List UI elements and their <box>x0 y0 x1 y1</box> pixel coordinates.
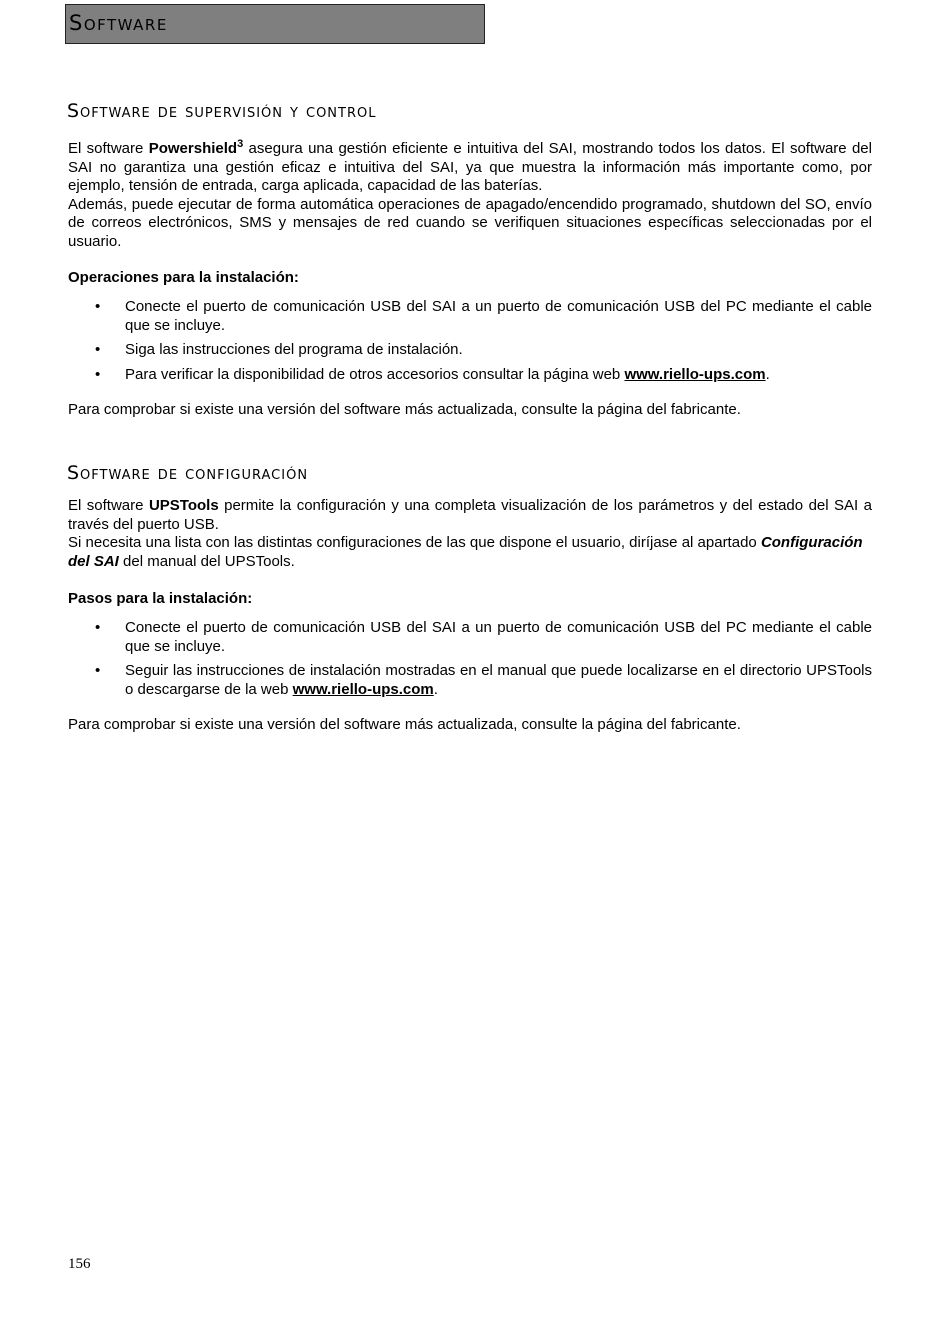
product-name-upstools: UPSTools <box>148 497 219 514</box>
footnote-marker: 3 <box>237 138 244 150</box>
section2-paragraph-1: El software UPSTools permite la configuración y una completa visualización de los parámetros y del estado del SAI a través del puerto USB. <box>68 497 872 533</box>
bullet-icon: • <box>95 662 101 679</box>
bullet-icon: • <box>95 619 101 636</box>
list-item: • Conecte el puerto de comunicación USB del SAI a un puerto de comunicación USB del PC mediante el cable que se incluye. <box>95 619 872 655</box>
operations-heading: Operaciones para la instalación: <box>68 269 299 286</box>
list-item: • Conecte el puerto de comunicación USB del SAI a un puerto de comunicación USB del PC mediante el cable que se incluye. <box>95 298 872 334</box>
section-title-supervision: Software de supervisión y control <box>67 100 377 122</box>
product-name-powershield: Powershield <box>148 140 238 157</box>
section2-intro <box>68 497 872 571</box>
bullet-icon: • <box>95 298 101 315</box>
section1-intro <box>68 135 872 251</box>
bullet-icon: • <box>95 365 101 383</box>
section-title-configuracion: Software de configuración <box>67 462 309 484</box>
section2-paragraph-2: Si necesita una lista con las distintas configuraciones de las que dispone el usuario, diríjase al apartado Configuración del SAI del manual del UPSTools. <box>68 534 863 570</box>
riello-website-link[interactable]: www.riello-ups.com <box>292 680 434 698</box>
list-item: • Para verificar la disponibilidad de otros accesorios consultar la página web www.riello-ups.com. <box>95 365 770 383</box>
section1-paragraph-1: El software Powershield$^3$ asegura una gestión eficiente e intuitiva del SAI, mostrando todos los datos. El software del SAI no garantiza una gestión eficaz e intuitiva del SAI, ya que muestra la información más importante como, por ejemplo, tensión de entrada, carga aplicada, capacidad de las baterías. <box>68 138 872 194</box>
riello-website-link[interactable]: www.riello-ups.com <box>624 365 766 383</box>
section1-paragraph-2: Además, puede ejecutar de forma automática operaciones de apagado/encendido programado, shutdown del SO, envío de correos electrónicos, SMS y mensajes de red cuando se verifiquen situaciones específicas seleccionadas por el usuario. <box>68 195 872 250</box>
steps-list <box>68 619 872 705</box>
list-item: • Siga las instrucciones del programa de instalación. <box>95 341 463 358</box>
chapter-title-banner <box>65 4 485 44</box>
bullet-icon: • <box>95 341 101 358</box>
configuracion-reference: Configuración del SAI <box>68 534 863 570</box>
chapter-title: Software <box>69 11 168 35</box>
section2-closing: Para comprobar si existe una versión del software más actualizada, consulte la página del fabricante. <box>68 716 741 733</box>
section1-closing: Para comprobar si existe una versión del software más actualizada, consulte la página del fabricante. <box>68 401 741 418</box>
page-number: 156 <box>68 1256 91 1272</box>
list-item: • Seguir las instrucciones de instalación mostradas en el manual que puede localizarse en el directorio UPSTools o descargarse de la web www.riello-ups.com. <box>95 662 872 698</box>
operations-list <box>68 298 872 390</box>
steps-heading: Pasos para la instalación: <box>68 590 253 607</box>
